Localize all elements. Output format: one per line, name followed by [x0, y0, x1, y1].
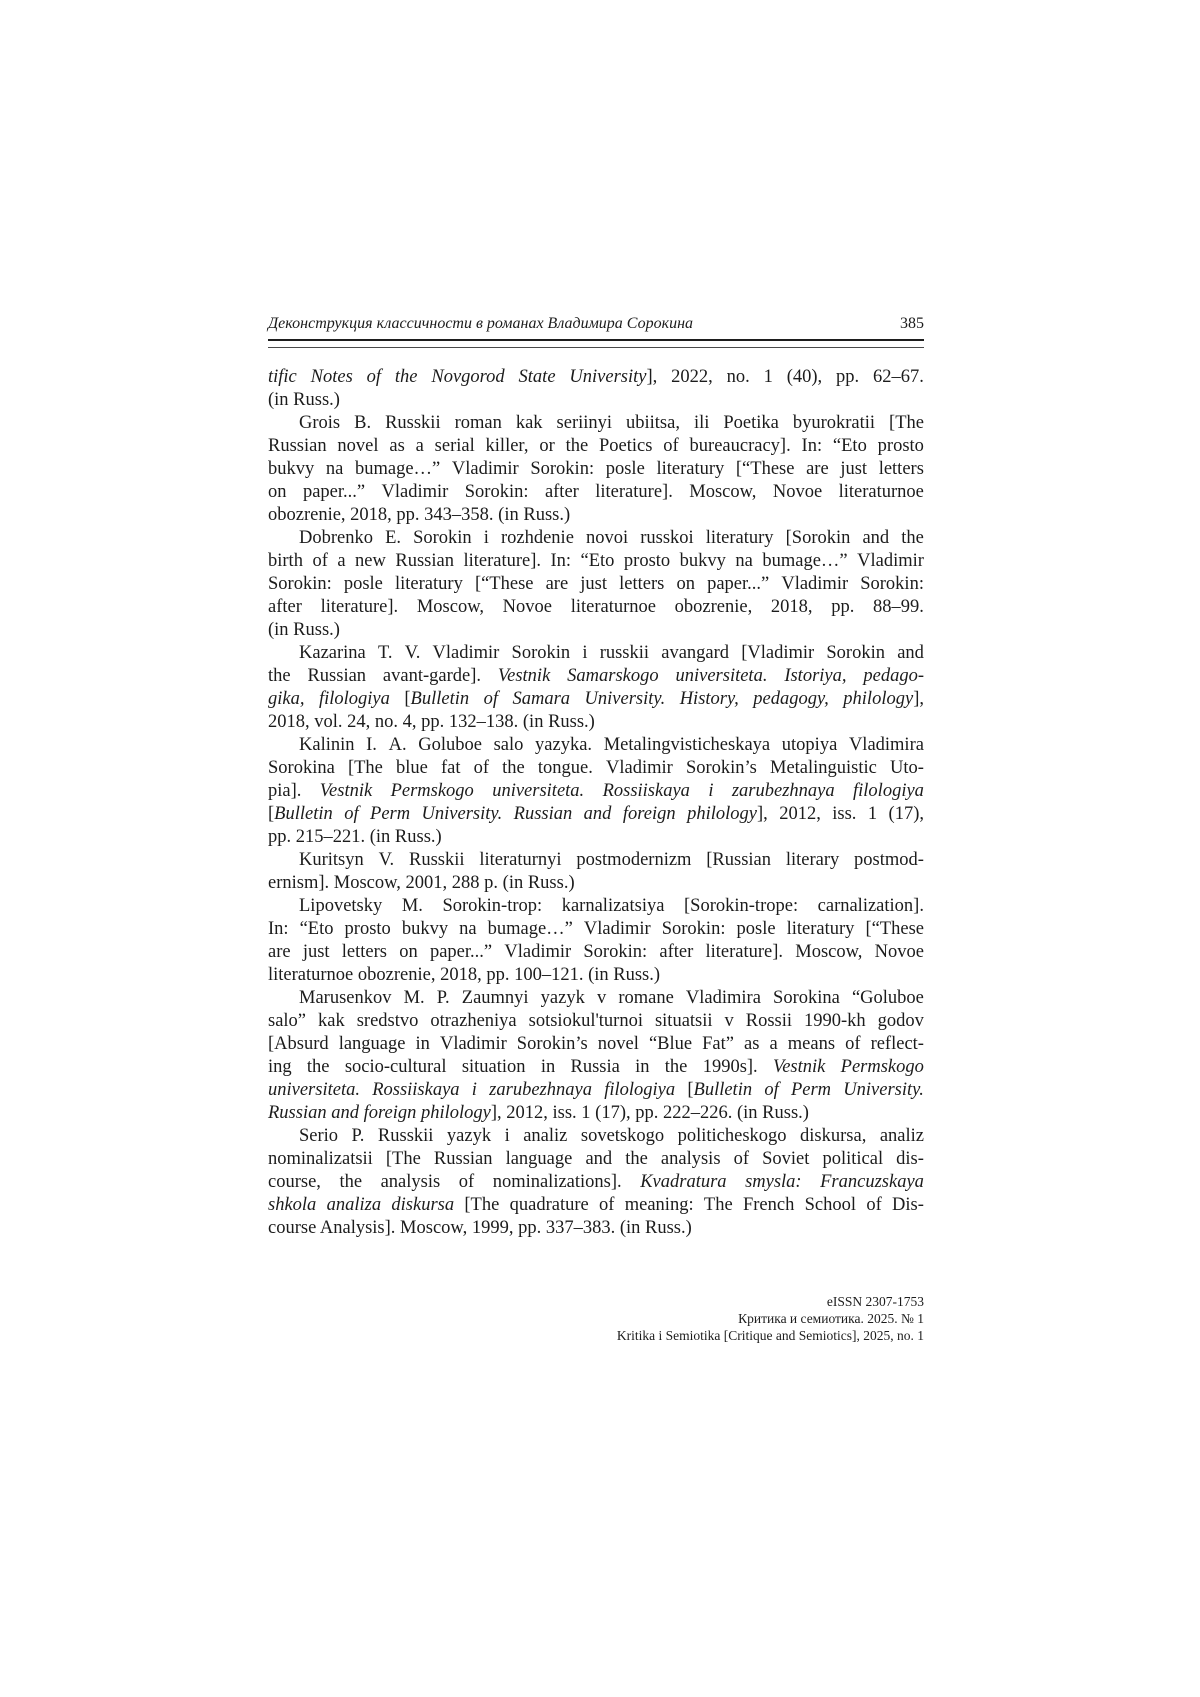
reference-line: the Russian avant-garde]. Vestnik Samarskogo universiteta. Istoriya, pedago- [268, 666, 924, 686]
reference-line: Grois B. Russkii roman kak seriinyi ubiitsa, ili Poetika byurokratii [The [299, 413, 924, 433]
reference-line: Sorokin: posle literatury [“These are just letters on paper...” Vladimir Sorokin: [268, 574, 924, 594]
reference-line: obozrenie, 2018, pp. 343–358. (in Russ.) [268, 505, 571, 525]
reference-entry [268, 642, 924, 734]
reference-line: Marusenkov M. P. Zaumnyi yazyk v romane Vladimira Sorokina “Goluboe [299, 988, 924, 1008]
reference-line: Russian and foreign philology], 2012, iss. 1 (17), pp. 222–226. (in Russ.) [268, 1103, 809, 1123]
reference-line: Kalinin I. A. Goluboe salo yazyka. Metalingvisticheskaya utopiya Vladimira [299, 735, 924, 755]
reference-line: [Absurd language in Vladimir Sorokin’s novel “Blue Fat” as a means of reflect- [268, 1034, 924, 1054]
reference-line: Serio P. Russkii yazyk i analiz sovetskogo politicheskogo diskursa, analiz [299, 1126, 924, 1146]
reference-line: [Bulletin of Perm University. Russian and foreign philology], 2012, iss. 1 (17), [268, 804, 924, 824]
reference-entry [268, 734, 924, 849]
reference-line: Dobrenko E. Sorokin i rozhdenie novoi russkoi literatury [Sorokin and the [299, 528, 924, 548]
reference-line: ernism]. Moscow, 2001, 288 p. (in Russ.) [268, 873, 575, 893]
footer-eissn: eISSN 2307-1753 [826, 1294, 924, 1309]
reference-entry [268, 366, 924, 412]
reference-entry [268, 849, 924, 895]
reference-entry [268, 1125, 924, 1240]
reference-line: course, the analysis of nominalizations]. Kvadratura smysla: Francuzskaya [268, 1172, 924, 1192]
reference-line: (in Russ.) [268, 620, 340, 640]
reference-entry [268, 895, 924, 987]
footer-journal-translit: Kritika i Semiotika [Critique and Semiotics], 2025, no. 1 [616, 1328, 924, 1343]
reference-line: Kuritsyn V. Russkii literaturnyi postmodernizm [Russian literary postmod- [299, 850, 924, 870]
reference-line: gika, filologiya [Bulletin of Samara University. History, pedagogy, philology], [268, 689, 924, 709]
reference-entry [268, 527, 924, 642]
running-header [268, 314, 924, 348]
reference-line: In: “Eto prosto bukvy na bumage…” Vladimir Sorokin: posle literatury [“These [268, 919, 924, 939]
reference-line: Russian novel as a serial killer, or the Poetics of bureaucracy]. In: “Eto prosto [268, 436, 924, 456]
reference-line: on paper...” Vladimir Sorokin: after literature]. Moscow, Novoe literaturnoe [268, 482, 924, 502]
references-body [268, 366, 924, 1240]
reference-line: 2018, vol. 24, no. 4, pp. 132–138. (in Russ.) [268, 712, 595, 732]
reference-line: nominalizatsii [The Russian language and the analysis of Soviet political dis- [268, 1149, 924, 1169]
header-rule [268, 339, 924, 348]
reference-line: (in Russ.) [268, 390, 340, 410]
reference-line: universiteta. Rossiiskaya i zarubezhnaya filologiya [Bulletin of Perm University. [268, 1080, 924, 1100]
reference-line: ing the socio-cultural situation in Russia in the 1990s]. Vestnik Permskogo [268, 1057, 924, 1077]
reference-line: salo” kak sredstvo otrazheniya sotsiokul'turnoi situatsii v Rossii 1990-kh godov [268, 1011, 924, 1031]
reference-line: pp. 215–221. (in Russ.) [268, 827, 442, 847]
footer-journal-ru: Критика и семиотика. 2025. № 1 [738, 1311, 924, 1326]
reference-entry [268, 412, 924, 527]
reference-line: Lipovetsky M. Sorokin-trop: karnalizatsiya [Sorokin-trope: carnalization]. [299, 896, 924, 916]
reference-line: after literature]. Moscow, Novoe literaturnoe obozrenie, 2018, pp. 88–99. [268, 597, 924, 617]
reference-line: shkola analiza diskursa [The quadrature of meaning: The French School of Dis- [268, 1195, 924, 1215]
reference-line: are just letters on paper...” Vladimir Sorokin: after literature]. Moscow, Novoe [268, 942, 924, 962]
reference-line: birth of a new Russian literature]. In: “Eto prosto bukvy na bumage…” Vladimir [268, 551, 924, 571]
reference-line: pia]. Vestnik Permskogo universiteta. Rossiiskaya i zarubezhnaya filologiya [268, 781, 924, 801]
reference-line: course Analysis]. Moscow, 1999, pp. 337–383. (in Russ.) [268, 1218, 692, 1238]
reference-line: Sorokina [The blue fat of the tongue. Vladimir Sorokin’s Metalinguistic Uto- [268, 758, 924, 778]
running-title: Деконструкция классичности в романах Владимира Сорокина [268, 315, 694, 332]
reference-line: bukvy na bumage…” Vladimir Sorokin: posle literatury [“These are just letters [268, 459, 924, 479]
page-footer [268, 1293, 924, 1344]
reference-line: literaturnoe obozrenie, 2018, pp. 100–121. (in Russ.) [268, 965, 661, 985]
reference-entry [268, 987, 924, 1125]
page-number: 385 [900, 315, 924, 332]
reference-line: tific Notes of the Novgorod State University], 2022, no. 1 (40), pp. 62–67. [268, 367, 924, 387]
reference-line: Kazarina T. V. Vladimir Sorokin i russkii avangard [Vladimir Sorokin and [299, 643, 924, 663]
